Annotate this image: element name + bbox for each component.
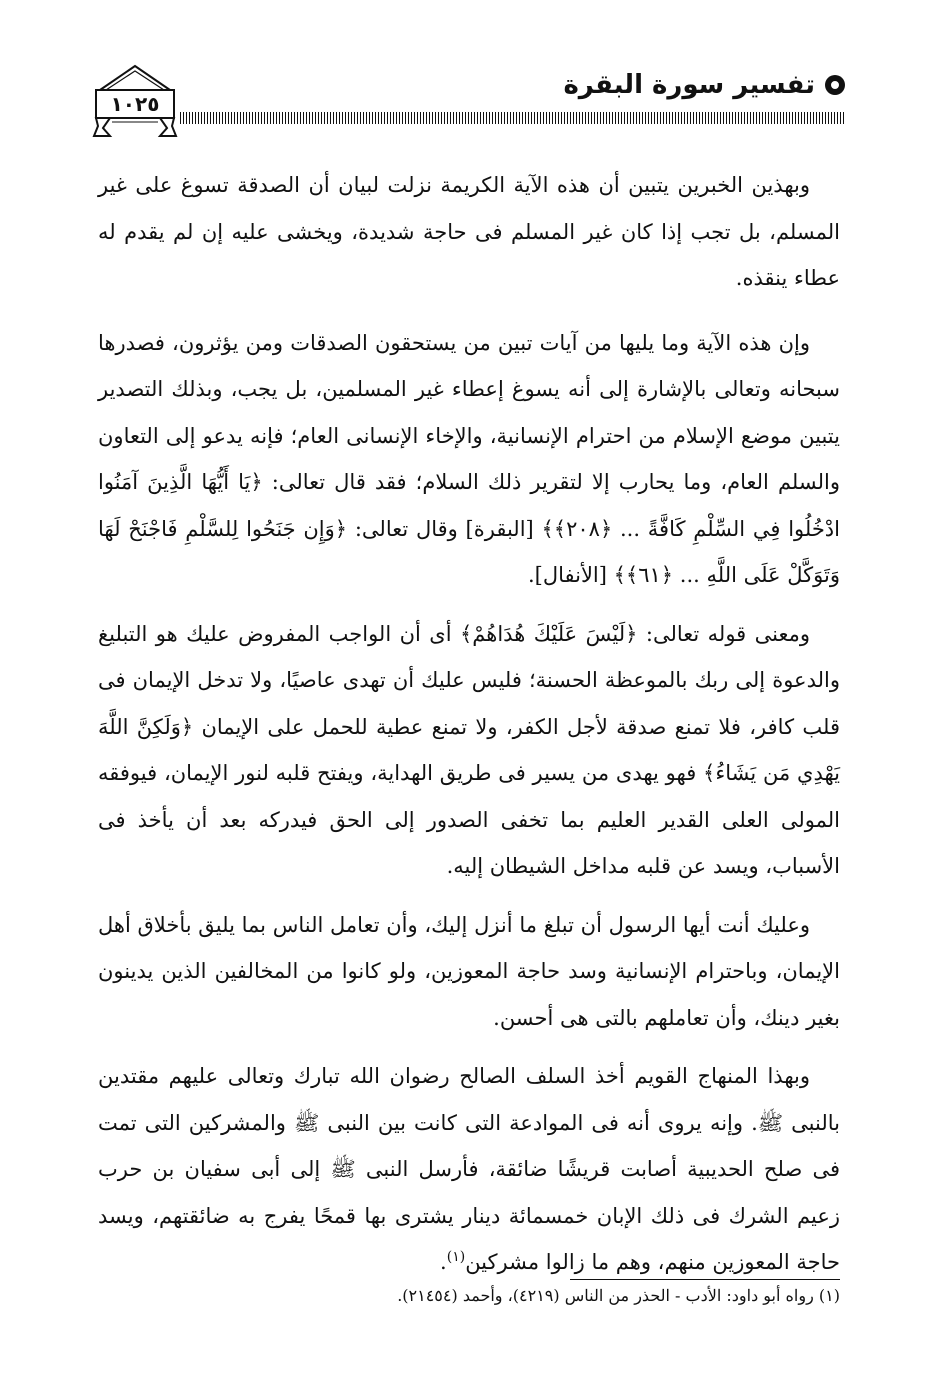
chapter-title: تفسير سورة البقرة — [563, 70, 815, 100]
main-text — [98, 162, 840, 1298]
paragraph-last — [98, 1053, 840, 1286]
running-title — [563, 70, 845, 100]
paragraph-text: وبهذا المنهاج القويم أخذ السلف الصالح رضوان الله تبارك وتعالى عليهم مقتدين بالنبى ﷺ. وإنه يروى أنه فى الموادعة التى كانت بين النبى ﷺ والمشركين التى تمت فى صلح الحديبية أصابت قريشًا ضائقة، فأرسل النبى ﷺ إلى أبى سفيان بن حرب زعيم الشرك فى ذلك الإبان خمسمائة دينار يشترى بها قمحًا يفرج به ضائقتهم، ويسد حاجة المعوزين منهم، وهم ما زالوا مشركين — [98, 1064, 840, 1274]
footnote-reference[interactable]: (١) — [446, 1249, 466, 1265]
paragraph: وإن هذه الآية وما يليها من آيات تبين من يستحقون الصدقات ومن يؤثرون، فصدرها سبحانه وتعالى بالإشارة إلى أنه يسوغ إعطاء غير المسلمين، بل يجب، وبذلك التصدير يتبين موضع الإسلام من احترام الإنسانية، والإخاء الإنسانى العام؛ فإنه يدعو إلى التعاون والسلم العام، وما يحارب إلا لتقرير ذلك السلام؛ فقد قال تعالى: ﴿يَا أَيُّهَا الَّذِينَ آمَنُوا ادْخُلُوا فِي السِّلْمِ كَافَّةً ... ﴿٢٠٨﴾﴾ [البقرة] وقال تعالى: ﴿وَإِن جَنَحُوا لِلسَّلْمِ فَاجْنَحْ لَهَا وَتَوَكَّلْ عَلَى اللَّهِ ... ﴿٦١﴾﴾ [الأنفال]. — [98, 330, 840, 587]
page-header — [90, 62, 845, 142]
footnote-separator — [570, 1279, 840, 1280]
paragraph: وبهذين الخبرين يتبين أن هذه الآية الكريمة نزلت لبيان أن الصدقة تسوغ على غير المسلم، بل تجب إذا كان غير المسلم فى حاجة شديدة، ويخشى عليه إن لم يقدم له عطاء ينقذه. — [98, 173, 840, 290]
paragraph: وعليك أنت أيها الرسول أن تبلغ ما أنزل إليك، وأن تعامل الناس بما يليق بأخلاق أهل الإيمان، وباحترام الإنسانية وسد حاجة المعوزين، ولو كانوا من المخالفين الذين يدينون بغير دينك، وأن تعاملهم بالتى هى أحسن. — [98, 912, 840, 1030]
footnote: (١) رواه أبو داود: الأدب - الحذر من الناس (٤٢١٩)، وأحمد (٢١٤٥٤). — [397, 1286, 840, 1305]
page-number: ١٠٢٥ — [104, 92, 166, 116]
paragraph-end: . — [440, 1250, 447, 1274]
rosette-icon — [825, 75, 845, 95]
page-number-badge — [90, 62, 180, 140]
paragraph: ومعنى قوله تعالى: ﴿لَيْسَ عَلَيْكَ هُدَاهُمْ﴾ أى أن الواجب المفروض عليك هو التبليغ والدعوة إلى ربك بالموعظة الحسنة؛ فليس عليك أن تهدى عاصيًا، ولا تدخل الإيمان فى قلب كافر، فلا تمنع صدقة لأجل الكفر، ولا تمنع عطية للحمل على الإيمان ﴿وَلَكِنَّ اللَّهَ يَهْدِي مَن يَشَاءُ﴾ فهو يهدى من يسير فى طريق الهداية، ويفتح قلبه لنور الإيمان، فيوفقه المولى العلى القدير العليم بما تخفى الصدور إلى الحق فيدركه بعد أن يأخذ فى الأسباب، ويسد عن قلبه مداخل الشيطان إليه. — [98, 621, 840, 878]
header-rule — [180, 112, 845, 124]
